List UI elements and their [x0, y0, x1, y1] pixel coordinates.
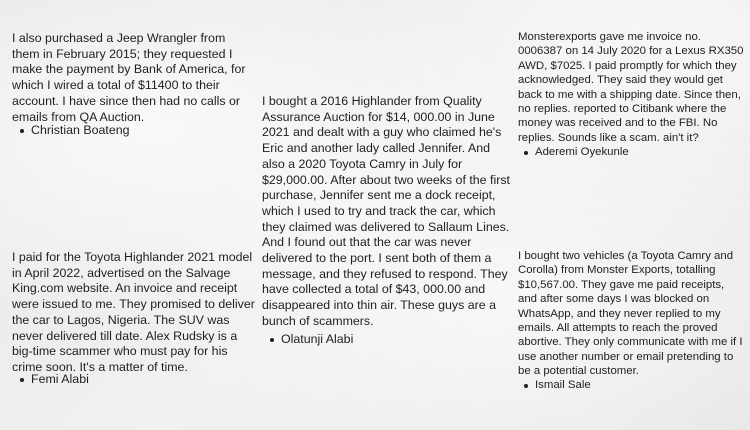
review-text-2 — [12, 250, 256, 376]
review-author-3: Olatunji Alabi — [262, 332, 353, 347]
review-text: I paid for the Toyota Highlander 2021 model in April 2022, advertised on the Salvage King.com website. An invoice and receipt were issued to me. They promised to deliver the car to Lagos, Nigeria. The SUV was never delivered till date. Alex Rudsky is a big-time scammer who must pay for his crime soon. It's a matter of time. — [12, 250, 255, 374]
review-author-4: Aderemi Oyekunle — [516, 145, 629, 160]
review-text-1 — [12, 31, 254, 125]
review-text: I bought a 2016 Highlander from Quality Assurance Auction for $14, 000.00 in June 2021 and dealt with a guy who claimed he's Eric and another lady called Jennifer. And also a 2020 Toyota Camry in July for $29,000.00. After about two weeks of the first purchase, Jennifer sent me a dock receipt, which I used to try and track the car, which they claimed was delivered to Sallaum Lines. And I found out that the car was never delivered to the port. I sent both of them a message, and they refused to respond. They have collected a total of $43, 000.00 and disappeared into thin air. These guys are a bunch of scammers. — [262, 94, 510, 328]
review-author-2: Femi Alabi — [12, 372, 89, 387]
review-text-3 — [262, 94, 512, 330]
review-text: I bought two vehicles (a Toyota Camry and Corolla) from Monster Exports, totalling $10,567.00. They gave me paid receipts, and after some days I was blocked on WhatsApp, and they never replied to my emails. All attempts to reach the proved abortive. They only communicate with me if I use another number or email pretending to be a potential customer. — [518, 250, 743, 378]
review-author-5: Ismail Sale — [516, 378, 591, 393]
review-text: Monsterexports gave me invoice no. 0006387 on 14 July 2020 for a Lexus RX350 AWD, $7025. I paid promptly for which they acknowledged. They said they would get back to me with a shipping date. Since then, no replies. reported to Citibank where the money was received and to the FBI. No replies. Sounds like a scam. ain't it? — [518, 31, 744, 144]
review-author-1: Christian Boateng — [12, 123, 130, 138]
review-text-4 — [518, 30, 746, 145]
review-text: I also purchased a Jeep Wrangler from them in February 2015; they requested I make the payment by Bank of America, for which I wired a total of $11400 to their account. I have since then had no calls or emails from QA Auction. — [12, 31, 246, 124]
review-text-5 — [518, 249, 746, 379]
